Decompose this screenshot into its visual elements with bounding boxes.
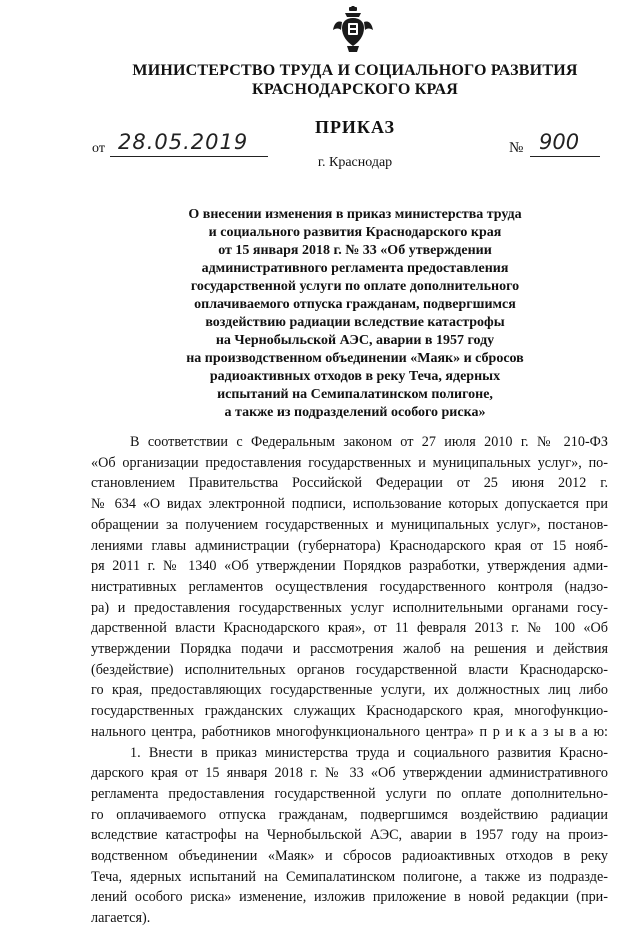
body-line: ря 2011 г. № 1340 «Об утверждении Порядков разработки, утверждения адми- bbox=[91, 558, 608, 575]
body-line: лений особого риска» изменение, изложив приложение в новой редакции (при- bbox=[91, 889, 608, 906]
document-body bbox=[91, 432, 608, 929]
date-label: от bbox=[92, 141, 105, 156]
ministry-name-line-2: КРАСНОДАРСКОГО КРАЯ bbox=[252, 81, 458, 98]
title-line: на производственном объединении «Маяк» и сбросов bbox=[186, 351, 524, 366]
document-date: 28.05.2019 bbox=[118, 130, 249, 154]
body-line: государственных гражданских служащих Краснодарского края, многофункцио- bbox=[91, 703, 608, 720]
body-line: регламента предоставления государственной услуги по оплате дополнительно- bbox=[91, 785, 608, 802]
title-line: оплачиваемого отпуска гражданам, подвергшимся bbox=[194, 297, 516, 312]
body-line: вследствие катастрофы на Чернобыльской АЭС, аварии в 1957 году на произ- bbox=[91, 827, 608, 844]
title-line: воздействию радиации вследствие катастрофы bbox=[205, 315, 505, 330]
body-line: дарского края от 15 января 2018 г. № 33 «Об утверждении административного bbox=[91, 765, 608, 782]
body-line: го оплачиваемого отпуска гражданам, подвергшимся воздействию радиации bbox=[91, 806, 608, 823]
document-title bbox=[120, 206, 590, 422]
body-line: (бездействие) исполнительных органов государственной власти Краснодарско- bbox=[91, 661, 608, 678]
body-line: В соответствии с Федеральным законом от 27 июля 2010 г. № 210-ФЗ bbox=[130, 434, 608, 450]
city: г. Краснодар bbox=[317, 155, 393, 170]
body-line: «Об организации предоставления государственных и муниципальных услуг», по- bbox=[91, 454, 608, 471]
document-type: ПРИКАЗ bbox=[314, 117, 396, 137]
body-line: нистративных регламентов осуществления государственного контроля (надзо- bbox=[91, 578, 608, 595]
title-line: на Чернобыльской АЭС, аварии в 1957 году bbox=[215, 333, 495, 348]
title-line: государственной услуги по оплате дополнительного bbox=[190, 279, 520, 294]
body-line: Теча, ядерных испытаний на Семипалатинском полигоне, а также из подразде- bbox=[91, 868, 608, 885]
body-line: ра) и предоставления государственных услуг исполнительными органами госу- bbox=[91, 599, 608, 616]
number-label: № bbox=[509, 140, 524, 156]
title-line: а также из подразделений особого риска» bbox=[224, 405, 486, 420]
body-line: утверждении Порядка подачи и рассмотрения жалоб на решения и действия bbox=[91, 641, 608, 658]
body-line: лагается). bbox=[91, 910, 151, 927]
body-line: 1. Внести в приказ министерства труда и социального развития Красно- bbox=[130, 744, 608, 761]
body-line: лениями главы администрации (губернатора) Краснодарского края от 15 нояб- bbox=[91, 537, 608, 554]
body-line: нального центра, работников многофункционального центра» п р и к а з ы в а ю: bbox=[91, 723, 608, 740]
title-line: от 15 января 2018 г. № 33 «Об утверждении bbox=[218, 243, 492, 258]
body-line: дарственной власти Краснодарского края», от 11 февраля 2013 г. № 100 «Об bbox=[91, 620, 608, 637]
title-line: и социального развития Краснодарского края bbox=[208, 225, 502, 240]
body-line: обращении за получением государственных и муниципальных услуг», постанов- bbox=[91, 516, 608, 533]
ministry-name-line-1: МИНИСТЕРСТВО ТРУДА И СОЦИАЛЬНОГО РАЗВИТИЯ bbox=[132, 62, 578, 79]
document-number: 900 bbox=[539, 130, 580, 154]
body-line: № 634 «О видах электронной подписи, использование которых допускается при bbox=[91, 496, 608, 513]
title-line: О внесении изменения в приказ министерства труда bbox=[188, 207, 522, 222]
body-line: становлением Правительства Российской Федерации от 25 июня 2012 г. bbox=[91, 475, 608, 492]
title-line: испытаний на Семипалатинском полигоне, bbox=[217, 387, 493, 402]
body-line: водственном объединении «Маяк» и сбросов радиоактивных отходов в реку bbox=[91, 848, 608, 865]
body-line: го края, предоставляющих государственные услуги, их должностных лиц либо bbox=[91, 682, 608, 699]
title-line: административного регламента предоставления bbox=[201, 261, 509, 276]
coat-of-arms-icon bbox=[333, 6, 373, 54]
title-line: радиоактивных отходов в реку Теча, ядерных bbox=[209, 369, 501, 384]
